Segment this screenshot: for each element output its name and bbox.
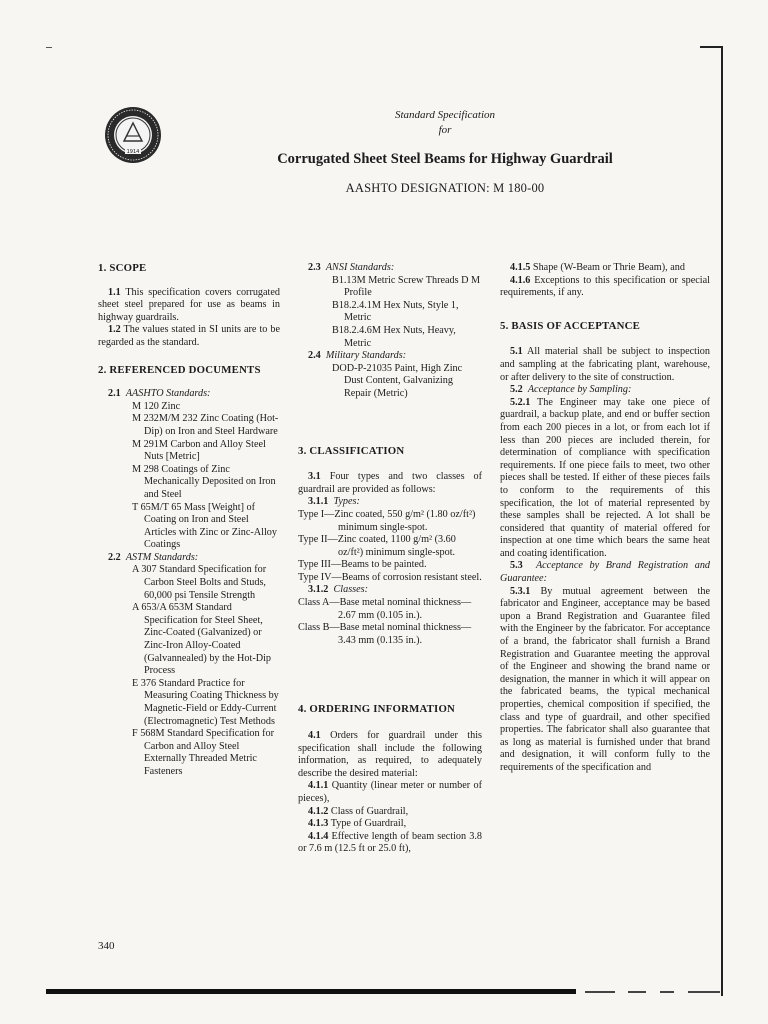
reference-item: A 307 Standard Specification for Carbon Steel Bolts and Studs, 60,000 psi Tensile Strength (132, 564, 267, 601)
paragraph-5-3: 5.3 Acceptance by Brand Registration and Guarantee: (500, 560, 711, 585)
reference-item: M 120 Zinc (132, 400, 181, 412)
reference-item: M 232M/M 232 Zinc Coating (Hot-Dip) on Iron and Steel Hardware (132, 413, 279, 437)
types-list (298, 509, 482, 585)
paragraph-3-1-1: 3.1.1 Types: (308, 496, 360, 508)
paragraph-2-2: 2.2 ASTM Standards: (108, 551, 199, 563)
class-item: Class B—Base metal nominal thickness—3.43 mm (0.135 in.). (298, 622, 472, 646)
aashto-reference-list (98, 401, 280, 552)
type-item: Type I—Zinc coated, 550 g/m² (1.80 oz/ft²) minimum single-spot. (298, 508, 476, 533)
reference-item: M 291M Carbon and Alloy Steel Nuts [Metric] (132, 438, 266, 463)
reference-item: DOD-P-21035 Paint, High Zinc Dust Content, Galvanizing Repair (Metric) (332, 362, 463, 399)
reference-item: T 65M/T 65 Mass [Weight] of Coating on Iron and Steel Articles with Zinc or Zinc-Alloy Coatings (132, 501, 277, 551)
paragraph-2-4: 2.4 Military Standards: (308, 350, 407, 362)
column-3 (500, 262, 710, 775)
paragraph-2-1: 2.1 AASHTO Standards: (108, 388, 211, 400)
classes-list (298, 597, 482, 647)
scan-mark (46, 47, 52, 48)
paragraph-1-1: 1.1 This specification covers corrugated sheet steel prepared for use as beams in highway guardrails. (98, 286, 280, 323)
standard-specification-label: Standard Specification (394, 109, 496, 121)
paragraph-3-1: 3.1 Four types and two classes of guardrail are provided as follows: (298, 471, 482, 495)
type-item: Type III—Beams to be painted. (298, 559, 427, 571)
paragraph-1-2: 1.2 The values stated in SI units are to be regarded as the standard. (98, 324, 280, 348)
reference-item: E 376 Standard Practice for Measuring Coating Thickness by Magnetic-Field or Eddy-Current (Electromagnetic) Test Methods (132, 677, 279, 727)
reference-item: B1.13M Metric Screw Threads D M Profile (332, 274, 481, 299)
paragraph-4-1-3: 4.1.3 Type of Guardrail, (308, 818, 407, 830)
column-1 (98, 262, 280, 779)
for-label: for (438, 124, 452, 136)
bottom-rule-dash (585, 991, 615, 993)
section-heading-ordering-information: 4. ORDERING INFORMATION (298, 703, 456, 716)
section-heading-scope: 1. SCOPE (98, 262, 147, 274)
paragraph-4-1-1: 4.1.1 Quantity (linear meter or number of pieces), (298, 780, 482, 804)
paragraph-5-3-1: 5.3.1 By mutual agreement between the fabricator and Engineer, acceptance may be based upon a Brand Registration and Guarantee filed with the Engineer by the fabricator. For acceptance of a brand, the fabricator shall furnish a Brand Registration and Guarantee meeting the approval of the Engineer and showing the brand name or designation, the manner in which it will appear on the fabricated beams, the typical mechanical properties, chemical composition if specified, the class and type of guardrail, and other specified properties. The fabricator shall also guarantee that as long as material is furnished under that brand and designation, it will conform fully to the requirements of the specification and (500, 585, 710, 773)
paragraph-4-1: 4.1 Orders for guardrail under this specification shall include the following information, as required, to adequately describe the desired material: (298, 730, 482, 779)
document-title: Corrugated Sheet Steel Beams for Highway Guardrail (277, 151, 613, 167)
type-item: Type II—Zinc coated, 1100 g/m² (3.60 oz/ft²) minimum single-spot. (298, 534, 456, 558)
page-edge-top (700, 46, 722, 48)
page-number: 340 (98, 940, 115, 952)
paragraph-5-1: 5.1 All material shall be subject to inspection and sampling at the fabricating plant, warehouse, or after delivery to the site of construction. (500, 346, 710, 383)
reference-item: B18.2.4.6M Hex Nuts, Heavy, Metric (332, 324, 456, 349)
paragraph-4-1-5: 4.1.5 Shape (W-Beam or Thrie Beam), and (510, 262, 685, 273)
paragraph-3-1-2: 3.1.2 Classes: (308, 584, 368, 596)
type-item: Type IV—Beams of corrosion resistant steel. (298, 571, 482, 583)
seal-year: 1914 (126, 149, 140, 155)
paragraph-4-1-2: 4.1.2 Class of Guardrail, (308, 805, 409, 817)
section-heading-classification: 3. CLASSIFICATION (298, 444, 405, 457)
reference-item: M 298 Coatings of Zinc Mechanically Deposited on Iron and Steel (132, 463, 276, 500)
section-heading-referenced-documents: 2. REFERENCED DOCUMENTS (98, 363, 261, 376)
reference-item: F 568M Standard Specification for Carbon and Alloy Steel Externally Threaded Metric Fasteners (132, 728, 275, 777)
astm-reference-list (98, 564, 280, 778)
section-heading-basis-of-acceptance: 5. BASIS OF ACCEPTANCE (500, 319, 640, 332)
bottom-rule-dash (688, 991, 720, 993)
class-item: Class A—Base metal nominal thickness—2.67 mm (0.105 in.). (298, 597, 472, 621)
military-reference-list (298, 363, 482, 401)
paragraph-5-2-1: 5.2.1 The Engineer may take one piece of guardrail, a backup plate, and end or buffer section from each 200 pieces in a lot, or from each lot if less than 200 pieces are included therein, for determination of compliance with specification requirements. If one piece fails to meet, two other pieces shall be tested. If either of these pieces fails to conform to the requirements of this specification, the lot of material represented by these samples shall be rejected. A lot shall be considered that quantity of material offered for inspection at one time which bears the same heat and coating identification. (500, 396, 710, 559)
column-2 (298, 262, 482, 856)
aashto-designation: AASHTO DESIGNATION: M 180-00 (345, 181, 545, 195)
paragraph-4-1-6: 4.1.6 Exceptions to this specification or special requirements, if any. (500, 274, 710, 299)
paragraph-2-3: 2.3 ANSI Standards: (308, 262, 395, 273)
bottom-rule-dash (628, 991, 646, 993)
paragraph-5-2: 5.2 Acceptance by Sampling: (510, 384, 632, 396)
reference-item: B18.2.4.1M Hex Nuts, Style 1, Metric (332, 299, 459, 324)
paragraph-4-1-4: 4.1.4 Effective length of beam section 3.8 or 7.6 m (12.5 ft or 25.0 ft), (298, 830, 482, 855)
bottom-rule (46, 989, 576, 994)
reference-item: A 653/A 653M Standard Specification for Steel Sheet, Zinc-Coated (Galvanized) or Zinc-Iron Alloy-Coated (Galvannealed) by the Hot-Dip Process (132, 602, 272, 677)
bottom-rule-dash (660, 991, 674, 993)
ansi-reference-list (298, 275, 482, 351)
